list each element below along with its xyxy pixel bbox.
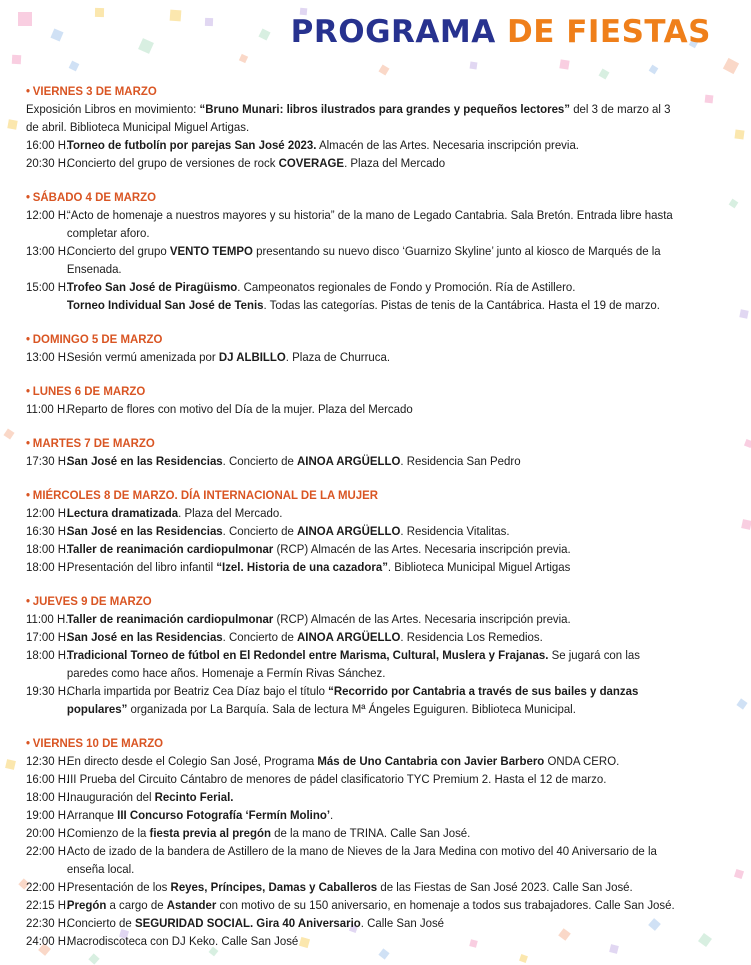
event-text: “Acto de homenaje a nuestros mayores y su historia” de la mano de Legado Cantabria. Sala Bretón. Entrada libre hasta completar aforo. [66, 208, 673, 240]
event-entry [26, 100, 677, 136]
event-text: Reyes, Príncipes, Damas y Caballeros [170, 880, 378, 894]
event-text: . Residencia San Pedro [400, 454, 521, 468]
event-text: fiesta previa al pregón [149, 826, 271, 840]
confetti-piece [379, 65, 390, 76]
event-text: Arranque [66, 808, 118, 822]
event-entry [26, 806, 677, 824]
confetti-piece [736, 698, 747, 709]
event-text: Concierto del grupo de versiones de rock [66, 156, 279, 170]
event-description [67, 400, 677, 418]
event-description [67, 878, 677, 896]
event-description [67, 154, 677, 172]
event-text: . Plaza del Mercado [344, 156, 446, 170]
event-text: . Biblioteca Municipal Miguel Artigas [387, 560, 571, 574]
event-time: 20:30 H. [26, 156, 70, 170]
event-time: 24:00 H. [26, 934, 70, 948]
confetti-piece [559, 59, 569, 69]
event-entry [26, 788, 677, 806]
event-entry [26, 296, 677, 314]
event-text: Tradicional Torneo de fútbol en El Redondel entre Marisma, Cultural, Muslera y Frajanas. [66, 648, 549, 662]
page-title [291, 14, 711, 50]
title-word-programa: PROGRAMA [290, 14, 496, 50]
day-heading [26, 188, 677, 206]
event-entry [26, 932, 677, 950]
event-text: Lectura dramatizada [66, 506, 179, 520]
event-description [67, 278, 677, 296]
confetti-piece [723, 58, 739, 74]
event-entry [26, 522, 677, 540]
event-text: con motivo de su 150 aniversario, en homenaje a todos sus trabajadores. Calle San José. [216, 898, 675, 912]
event-text: Se jugará con las paredes como hace años. Homenaje a Fermín Rivas Sánchez. [66, 648, 640, 680]
event-text: . Calle San José [360, 916, 445, 930]
event-text: . Concierto de [222, 454, 298, 468]
event-entry [26, 878, 677, 896]
event-text: Comienzo de la [66, 826, 150, 840]
event-time: 12:00 H. [26, 208, 70, 222]
event-description [67, 540, 677, 558]
event-time: 18:00 H. [26, 560, 70, 574]
event-text: AINOA ARGÜELLO [297, 524, 401, 538]
event-entry [26, 348, 677, 366]
confetti-piece [378, 948, 389, 959]
event-text: Torneo de futbolín por parejas San José 2023. [66, 138, 317, 152]
day-heading [26, 434, 677, 452]
event-entry [26, 646, 677, 682]
confetti-piece [744, 439, 751, 448]
event-entry [26, 752, 677, 770]
confetti-piece [3, 428, 14, 439]
event-text: . Residencia Los Remedios. [400, 630, 543, 644]
confetti-piece [470, 62, 478, 70]
event-text: Torneo Individual San José de Tenis [66, 298, 264, 312]
confetti-piece [12, 55, 21, 64]
event-entry [26, 558, 677, 576]
event-description [67, 788, 677, 806]
event-text: En directo desde el Colegio San José, Programa [66, 754, 318, 768]
confetti-piece [7, 119, 17, 129]
confetti-piece [734, 129, 744, 139]
event-text: . Concierto de [222, 524, 298, 538]
confetti-piece [649, 65, 659, 75]
event-description [67, 504, 677, 522]
day-heading-text: JUEVES 9 DE MARZO [32, 594, 152, 608]
event-text: San José en las Residencias [66, 524, 223, 538]
event-text: Exposición Libros en movimiento: [26, 102, 200, 116]
event-text: Trofeo San José de Piragüismo [66, 280, 238, 294]
event-time: 12:00 H. [26, 506, 70, 520]
event-time: 18:00 H. [26, 648, 70, 662]
confetti-piece [739, 309, 748, 318]
event-text: San José en las Residencias [66, 630, 223, 644]
event-text: presentando su nuevo disco ‘Guarnizo Skyline’ junto al kiosco de Marqués de la Ensenada. [66, 244, 661, 276]
confetti-piece [5, 759, 16, 770]
bullet-icon: • [26, 332, 31, 346]
confetti-piece [18, 12, 32, 26]
event-description [67, 242, 677, 278]
event-description [67, 558, 677, 576]
event-text: . Plaza del Mercado. [178, 506, 283, 520]
day-heading [26, 330, 677, 348]
event-text: AINOA ARGÜELLO [297, 630, 401, 644]
day-heading-text: SÁBADO 4 DE MARZO [32, 190, 157, 204]
event-text: . Todas las categorías. Pistas de tenis de la Cantábrica. Hasta el 19 de marzo. [263, 298, 660, 312]
event-text: a cargo de [106, 898, 167, 912]
event-text: DJ ALBILLO [218, 350, 286, 364]
bullet-icon: • [26, 488, 31, 502]
event-text: COVERAGE [278, 156, 345, 170]
event-text: organizada por La Barquía. Sala de lectura Mª Ángeles Eguiguren. Biblioteca Municipal. [127, 702, 576, 716]
bullet-icon: • [26, 190, 31, 204]
event-time: 18:00 H. [26, 790, 70, 804]
bullet-icon: • [26, 436, 31, 450]
event-entry [26, 136, 677, 154]
event-description [67, 348, 677, 366]
event-time: 22:15 H. [26, 898, 70, 912]
event-time: 17:00 H. [26, 630, 70, 644]
event-entry [26, 540, 677, 558]
event-text: Taller de reanimación cardiopulmonar [66, 542, 274, 556]
event-entry [26, 842, 677, 878]
event-text: VENTO TEMPO [169, 244, 253, 258]
confetti-piece [519, 954, 528, 963]
event-entry [26, 914, 677, 932]
event-description [67, 752, 677, 770]
event-description [67, 682, 677, 718]
event-time [26, 296, 67, 314]
event-time: 18:00 H. [26, 542, 70, 556]
event-description [67, 136, 677, 154]
day-heading [26, 592, 677, 610]
event-time: 11:00 H. [26, 402, 69, 416]
event-entry [26, 628, 677, 646]
event-text: Sesión vermú amenizada por [66, 350, 219, 364]
event-description [67, 914, 677, 932]
confetti-piece [69, 61, 80, 72]
event-text: “Recorrido por Cantabria a través de sus bailes y danzas populares” [66, 684, 639, 716]
event-time: 16:00 H. [26, 138, 70, 152]
event-text: de la mano de TRINA. Calle San José. [270, 826, 471, 840]
event-text: . Campeonatos regionales de Fondo y Promoción. Ría de Astillero. [237, 280, 576, 294]
event-entry [26, 610, 677, 628]
event-description [67, 806, 677, 824]
event-text: Pregón [66, 898, 107, 912]
event-description [67, 824, 677, 842]
event-entry [26, 278, 677, 296]
event-text: Almacén de las Artes. Necesaria inscripción previa. [316, 138, 579, 152]
event-text: (RCP) Almacén de las Artes. Necesaria inscripción previa. [273, 612, 571, 626]
day-heading [26, 486, 677, 504]
event-text: AINOA ARGÜELLO [297, 454, 401, 468]
bullet-icon: • [26, 594, 31, 608]
day-heading-text: MIÉRCOLES 8 DE MARZO. DÍA INTERNACIONAL DE LA MUJER [32, 488, 379, 502]
event-text: . Concierto de [222, 630, 298, 644]
event-description [67, 452, 677, 470]
confetti-piece [239, 54, 248, 63]
event-text: Concierto del grupo [66, 244, 170, 258]
event-entry [26, 824, 677, 842]
event-entry [26, 504, 677, 522]
event-description [67, 296, 677, 314]
confetti-piece [741, 519, 751, 530]
event-entry [26, 400, 677, 418]
event-text: Recinto Ferial. [154, 790, 234, 804]
event-text: ONDA CERO. [544, 754, 620, 768]
event-entry [26, 770, 677, 788]
event-time: 16:30 H. [26, 524, 70, 538]
program-list [26, 82, 677, 950]
event-time: 12:30 H. [26, 754, 70, 768]
event-description [67, 896, 677, 914]
event-text: . Residencia Vitalitas. [400, 524, 510, 538]
confetti-piece [734, 869, 744, 879]
event-text: Más de Uno Cantabria con Javier Barbero [317, 754, 545, 768]
event-description [67, 610, 677, 628]
confetti-piece [205, 18, 213, 26]
event-text: . [330, 808, 334, 822]
day-heading [26, 82, 677, 100]
event-time: 19:30 H. [26, 684, 70, 698]
event-description [67, 206, 677, 242]
event-text: “Bruno Munari: libros ilustrados para grandes y pequeños lectores” [199, 102, 571, 116]
event-text: Taller de reanimación cardiopulmonar [66, 612, 274, 626]
day-heading-text: DOMINGO 5 DE MARZO [32, 332, 163, 346]
event-text: Presentación del libro infantil [66, 560, 217, 574]
event-time: 19:00 H. [26, 808, 70, 822]
event-time: 17:30 H. [26, 454, 70, 468]
event-entry [26, 682, 677, 718]
confetti-piece [729, 199, 739, 209]
day-heading-text: MARTES 7 DE MARZO [32, 436, 155, 450]
event-time: 11:00 H. [26, 612, 69, 626]
bullet-icon: • [26, 384, 31, 398]
event-time: 22:00 H. [26, 880, 70, 894]
confetti-piece [138, 38, 154, 54]
confetti-piece [698, 933, 712, 947]
event-time: 22:00 H. [26, 844, 70, 858]
event-description [67, 770, 677, 788]
confetti-piece [258, 28, 270, 40]
confetti-piece [599, 69, 610, 80]
event-text: Charla impartida por Beatriz Cea Díaz bajo el título [66, 684, 329, 698]
bullet-icon: • [26, 736, 31, 750]
event-description [67, 932, 677, 950]
day-heading-text: VIERNES 3 DE MARZO [32, 84, 157, 98]
event-entry [26, 242, 677, 278]
day-heading [26, 382, 677, 400]
day-heading [26, 734, 677, 752]
confetti-piece [170, 10, 182, 22]
event-text: III Prueba del Circuito Cántabro de menores de pádel clasificatorio TYC Premium 2. Hasta el 12 de marzo. [66, 772, 607, 786]
event-time: 22:30 H. [26, 916, 70, 930]
event-entry [26, 896, 677, 914]
event-text: (RCP) Almacén de las Artes. Necesaria inscripción previa. [273, 542, 571, 556]
event-text: Inauguración del [66, 790, 155, 804]
event-text: Macrodiscoteca con DJ Keko. Calle San José [66, 934, 299, 948]
event-text: III Concurso Fotografía ‘Fermín Molino’ [117, 808, 331, 822]
event-text: Concierto de [66, 916, 135, 930]
event-text: Astander [166, 898, 217, 912]
event-text: del 3 de marzo al 3 de abril. Biblioteca Municipal Miguel Artigas. [26, 102, 671, 134]
title-word-de-fiestas: DE FIESTAS [507, 14, 711, 50]
event-text: Reparto de flores con motivo del Día de la mujer. Plaza del Mercado [66, 402, 413, 416]
event-text: de las Fiestas de San José 2023. Calle San José. [377, 880, 633, 894]
event-entry [26, 206, 677, 242]
event-text: . Plaza de Churruca. [285, 350, 391, 364]
event-time: 16:00 H. [26, 772, 70, 786]
confetti-piece [705, 95, 714, 104]
event-text: “Izel. Historia de una cazadora” [216, 560, 388, 574]
event-time: 13:00 H. [26, 244, 70, 258]
confetti-piece [50, 28, 63, 41]
confetti-piece [95, 8, 104, 17]
event-time: 20:00 H. [26, 826, 70, 840]
event-description [67, 522, 677, 540]
day-heading-text: VIERNES 10 DE MARZO [32, 736, 164, 750]
event-description [67, 646, 677, 682]
event-entry [26, 452, 677, 470]
event-text: Presentación de los [66, 880, 171, 894]
event-text: San José en las Residencias [66, 454, 223, 468]
bullet-icon: • [26, 84, 31, 98]
event-time: 13:00 H. [26, 350, 70, 364]
confetti-piece [88, 953, 99, 964]
event-text: SEGURIDAD SOCIAL. Gira 40 Aniversario [134, 916, 361, 930]
event-text: Acto de izado de la bandera de Astillero de la mano de Nieves de la Jara Medina con motivo del 40 Aniversario de la enseña local. [66, 844, 657, 876]
event-entry [26, 154, 677, 172]
event-description [67, 842, 677, 878]
event-time: 15:00 H. [26, 280, 70, 294]
event-description [67, 628, 677, 646]
day-heading-text: LUNES 6 DE MARZO [32, 384, 146, 398]
